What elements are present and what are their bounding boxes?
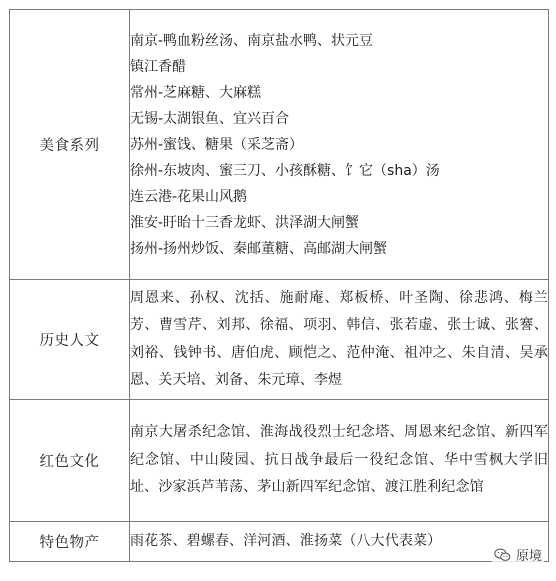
watermark-label: 原境 [515, 549, 542, 564]
content-cell-products: 雨花茶、碧螺春、洋河酒、淮扬菜（八大代表菜） [130, 522, 549, 562]
food-line-8: 淮安-盱眙十三香龙虾、洪泽湖大闸蟹 [130, 214, 360, 231]
food-line-2: 镇江香醋 [130, 58, 186, 75]
food-line-9: 扬州-扬州炒饭、秦邮董糖、高邮湖大闸蟹 [130, 240, 388, 257]
info-table [9, 9, 549, 562]
table-row-products [10, 522, 549, 562]
food-line-5: 苏州-蜜饯、糖果（采芝斋） [130, 136, 304, 153]
watermark [492, 544, 544, 565]
food-line-1: 南京-鸭血粉丝汤、南京盐水鸭、状元豆 [130, 32, 374, 49]
food-line-6: 徐州-东坡肉、蜜三刀、小孩酥糖、饣它（sha）汤 [130, 162, 440, 179]
table-row-red-culture [10, 400, 549, 522]
category-cell-history: 历史人文 [10, 280, 130, 400]
food-line-3: 常州-芝麻糖、大麻糕 [130, 84, 262, 101]
category-cell-products: 特色物产 [10, 522, 130, 562]
category-cell-food: 美食系列 [10, 10, 130, 280]
table-row-food [10, 10, 549, 280]
food-line-4: 无锡-太湖银鱼、宜兴百合 [130, 110, 290, 127]
category-cell-red-culture: 红色文化 [10, 400, 130, 522]
table-row-history [10, 280, 549, 400]
food-line-7: 连云港-花果山风鹅 [130, 188, 248, 205]
content-cell-food [130, 10, 549, 280]
wechat-icon [494, 548, 511, 562]
content-cell-red-culture: 南京大屠杀纪念馆、淮海战役烈士纪念塔、周恩来纪念馆、新四军纪念馆、中山陵园、抗日战争最后一役纪念馆、华中雪枫大学旧址、沙家浜芦苇荡、茅山新四军纪念馆、渡江胜利纪念馆 [130, 400, 549, 522]
content-cell-history: 周恩来、孙权、沈括、施耐庵、郑板桥、叶圣陶、徐悲鸿、梅兰芳、曹雪芹、刘邦、徐福、项羽、韩信、张若虚、张士诚、张謇、刘裕、钱钟书、唐伯虎、顾恺之、范仲淹、祖冲之、朱自清、吴承恩、关天培、刘备、朱元璋、李煜 [130, 280, 549, 400]
